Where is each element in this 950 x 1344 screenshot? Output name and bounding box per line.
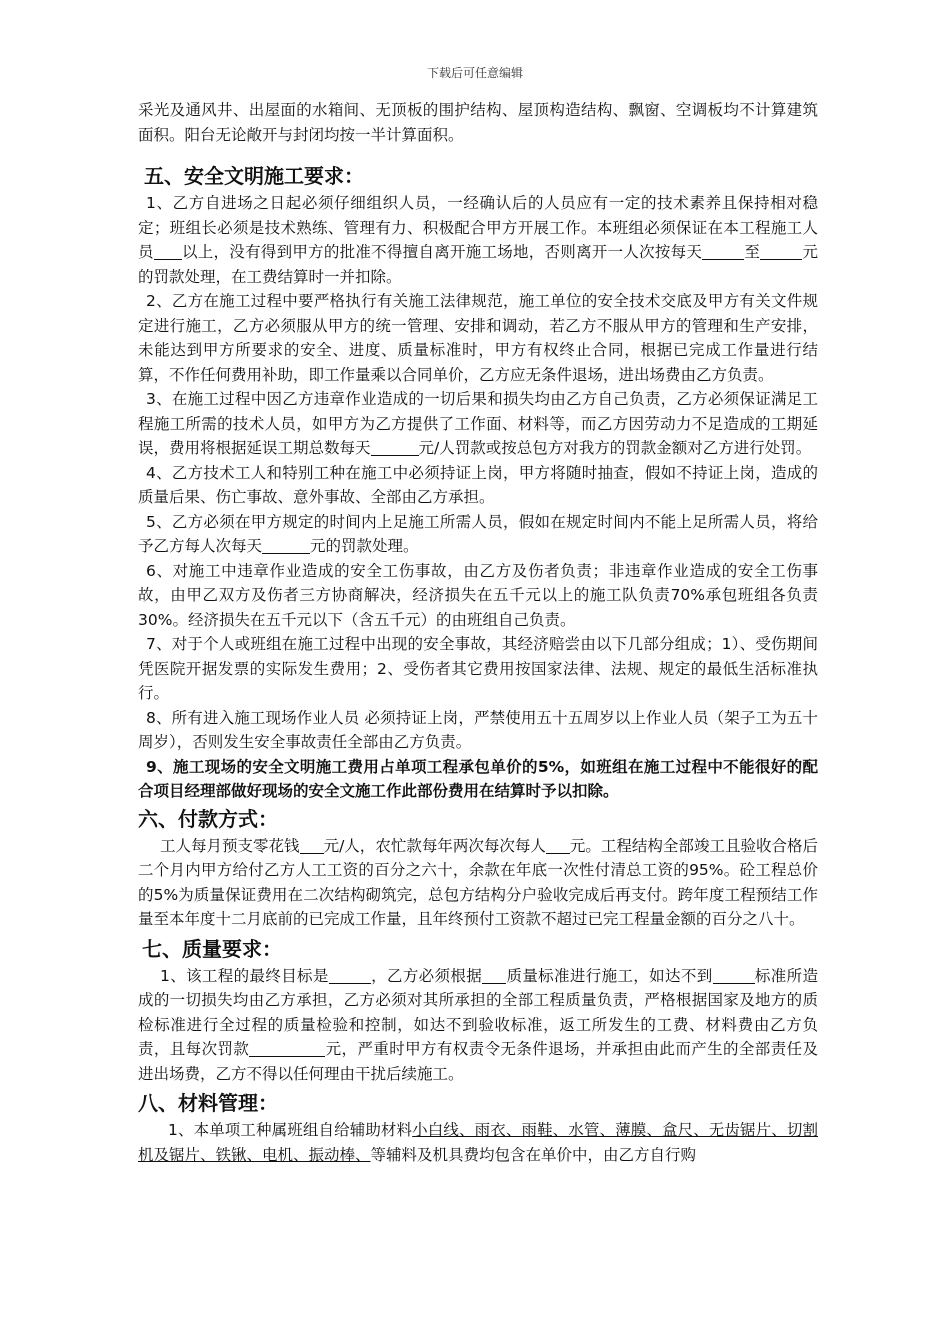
blank-field bbox=[371, 439, 419, 456]
sec5-item-1 bbox=[138, 191, 818, 289]
intro-paragraph: 采光及通风井、出屋面的水箱间、无顶板的围护结构、屋顶构造结构、飘窗、空调板均不计算建筑面积。阳台无论敞开与封闭均按一半计算面积。 bbox=[138, 101, 818, 144]
blank-field bbox=[760, 243, 802, 260]
text-run: 5、乙方必须在甲方规定的时间内上足施工所需人员，假如在规定时间内不能上足所需人员，将给予乙方每人次每天 bbox=[138, 512, 818, 555]
sec6-paragraph bbox=[138, 834, 818, 932]
text-run: 质量标准进行施工，如达不到 bbox=[506, 966, 713, 985]
text-run: 至 bbox=[744, 243, 761, 261]
sec5-item-4: 4、乙方技术工人和特别工种在施工中必须持证上岗，甲方将随时抽查，假如不持证上岗，造成的质量后果、伤亡事故、意外事故、全部由乙方承担。 bbox=[138, 463, 818, 506]
text-run: 元。工程结构全部竣工且验收合格后二个月内甲方给付乙方人工工资的百分之六十，余款在年底一次性付清总工资的95%。砼工程总价的5%为质量保证费用在二次结构砌筑完，总包方结构分户验收完成后再支付。跨年度工程预结工作量至本年度十二月底前的已完成工作量，且年终预付工资款不超过已完工程量金额的百分之八十。 bbox=[138, 836, 818, 928]
document-body bbox=[138, 98, 818, 1167]
sec5-item-2: 2、乙方在施工过程中要严格执行有关施工法律规范，施工单位的安全技术交底及甲方有关文件规定进行施工，乙方必须服从甲方的统一管理、安排和调动，若乙方不服从甲方的管理和生产安排，未能达到甲方所要求的安全、进度、质量标准时，甲方有权终止合同，根据已完成工作量进行结算，不作任何费用补助，即工作量乘以合同单价，乙方应无条件退场，进出场费由乙方负责。 bbox=[138, 292, 818, 384]
blank-field bbox=[546, 837, 570, 854]
text-run: 等辅料及机具费均包含在单价中，由乙方自行购 bbox=[370, 1145, 697, 1164]
text-run: 1、本单项工种属班组自给辅助材料 bbox=[168, 1121, 413, 1139]
sec5-item-8: 8、所有进入施工现场作业人员 必须持证上岗，严禁使用五十五周岁以上作业人员（架子工为五十周岁），否则发生安全事故责任全部由乙方负责。 bbox=[138, 708, 818, 751]
underlined-materials: 小白线、雨衣、雨鞋、水管、薄膜、盒尺、无齿锯片、切割机及锯片、铁锹、电机、振动棒、 bbox=[138, 1121, 818, 1164]
text-run: 3、在施工过程中因乙方违章作业造成的一切后果和损失均由乙方自己负责，乙方必须保证满足工程施工所需的技术人员，如甲方为乙方提供了工作面、材料等，而乙方因劳动力不足造成的工期延误，费用将根据延误工期总数每天 bbox=[138, 390, 818, 457]
text-run: 元/人，农忙款每年两次每次每人 bbox=[323, 836, 546, 855]
text-run: 元的罚款处理，在工费结算时一并扣除。 bbox=[138, 243, 818, 286]
blank-field bbox=[262, 537, 310, 554]
sec5-item-7: 7、对于个人或班组在施工过程中出现的安全事故，其经济赔尝由以下几部分组成；1）、受伤期间凭医院开据发票的实际发生费用；2、受伤者其它费用按国家法律、法规、规定的最低生活标准执行。 bbox=[138, 635, 818, 702]
section-7-heading: 七、质量要求： bbox=[142, 936, 282, 961]
page-header: 下载后可任意编辑 bbox=[426, 66, 523, 80]
sec7-paragraph bbox=[138, 964, 818, 1087]
text-run: 元的罚款处理。 bbox=[310, 537, 419, 555]
sec5-item-9: 9、施工现场的安全文明施工费用占单项工程承包单价的5%，如班组在施工过程中不能很好的配合项目经理部做好现场的安全文施工作此部份费用在结算时予以扣除。 bbox=[138, 757, 818, 800]
blank-field bbox=[154, 243, 182, 260]
sec5-item-5 bbox=[138, 510, 818, 559]
blank-field bbox=[249, 1040, 325, 1057]
section-5-heading: 五、安全文明施工要求： bbox=[144, 164, 364, 188]
text-run: 1、该工程的最终目标是 bbox=[160, 966, 329, 985]
blank-field bbox=[702, 243, 744, 260]
blank-field bbox=[482, 967, 506, 984]
blank-field bbox=[300, 837, 324, 854]
sec5-item-6: 6、对施工中违章作业造成的安全工伤事故，由乙方及伤者负责；非违章作业造成的安全工伤事故，由甲乙双方及伤者三方协商解决，经济损失在五千元以上的施工队负责70%承包班组各负责30%。经济损失在五千元以下（含五千元）的由班组自己负责。 bbox=[138, 561, 818, 629]
sec5-item-3 bbox=[138, 387, 818, 461]
sec8-paragraph bbox=[138, 1118, 818, 1167]
text-run: 以上，没有得到甲方的批准不得擅自离开施工场地，否则离开一人次按每天 bbox=[181, 243, 703, 261]
text-run: 标准所造成的一切损失均由乙方承担，乙方必须对其所承担的全部工程质量负责，严格根据国家及地方的质检标准进行全过程的质量检验和控制，如达不到验收标准，返工所发生的工费、材料费由乙方负责，且每次罚款 bbox=[138, 966, 818, 1058]
blank-field bbox=[713, 967, 755, 984]
text-run: ，乙方必须根据 bbox=[370, 966, 483, 985]
text-run: 元，严重时甲方有权责令无条件退场，并承担由此而产生的全部责任及进出场费，乙方不得以任何理由干扰后续施工。 bbox=[138, 1040, 818, 1083]
text-run: 工人每月预支零花钱 bbox=[160, 836, 300, 855]
section-8-heading: 八、材料管理： bbox=[138, 1091, 278, 1115]
section-6-heading: 六、付款方式： bbox=[138, 806, 278, 831]
text-run: 元/人罚款或按总包方对我方的罚款金额对乙方进行处罚。 bbox=[418, 439, 812, 457]
blank-field bbox=[329, 967, 371, 984]
text-run: 1、乙方自进场之日起必须仔细组织人员，一经确认后的人员应有一定的技术素养且保持相对稳定；班组长必须是技术熟练、管理有力、积极配合甲方开展工作。本班组必须保证在本工程施工人员 bbox=[138, 194, 818, 261]
